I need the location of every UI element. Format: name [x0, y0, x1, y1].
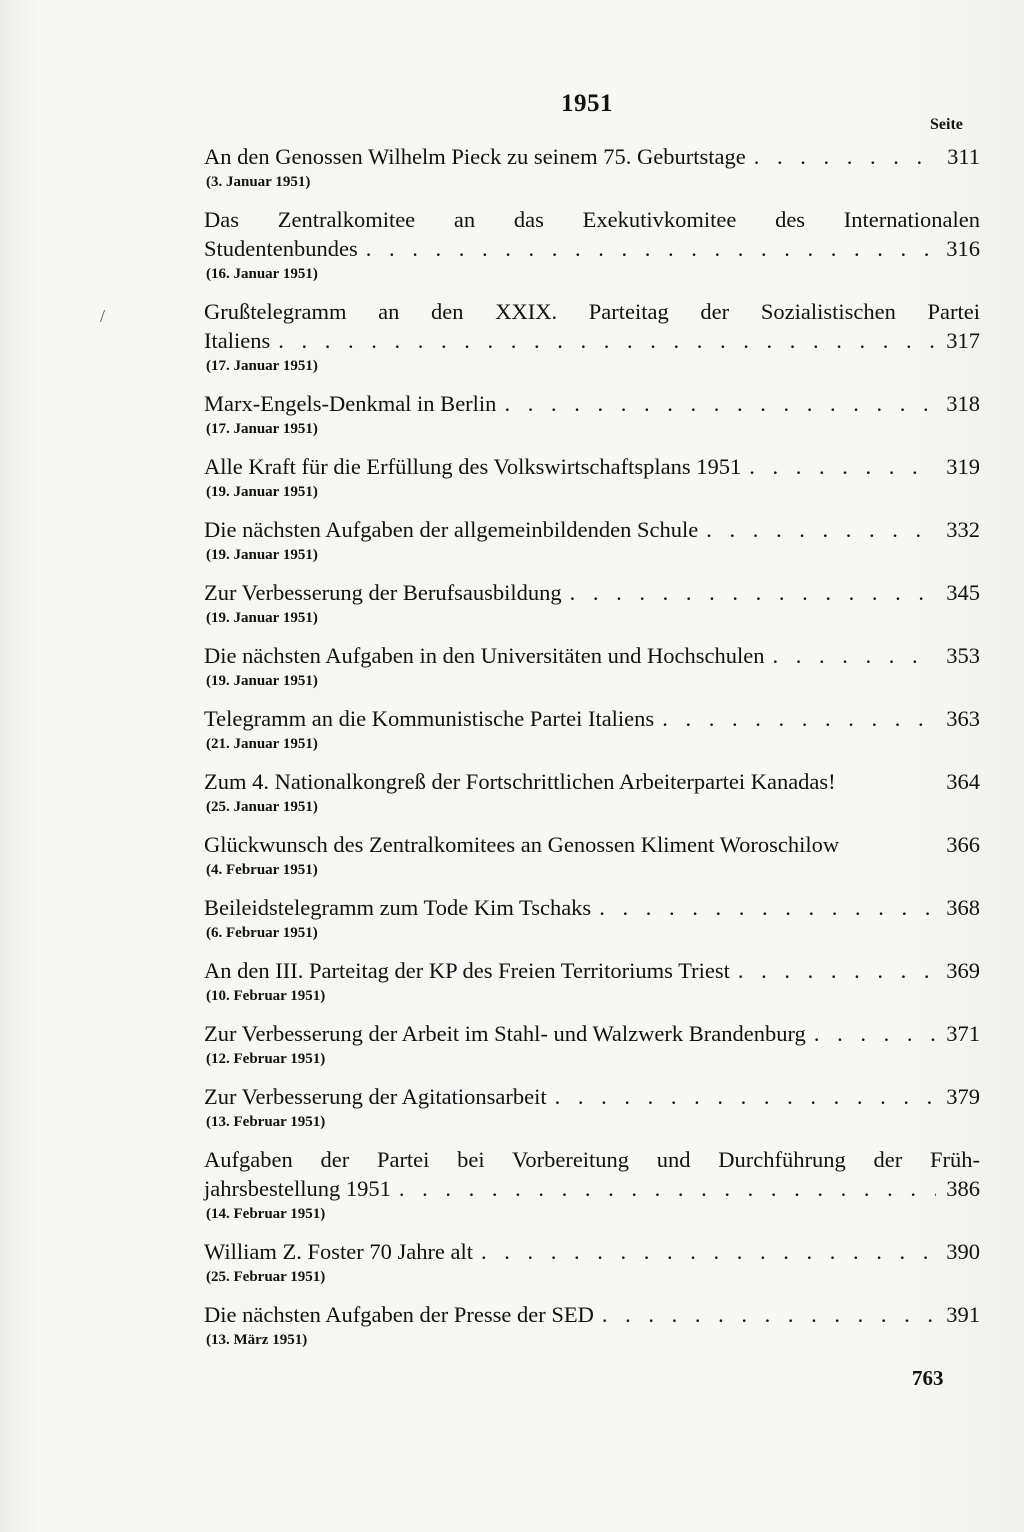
toc-entry-date: (17. Januar 1951): [206, 421, 318, 437]
toc-entry: [204, 1082, 980, 1133]
dot-leader: [366, 234, 936, 263]
toc-entry-page: 379: [946, 1084, 980, 1109]
dot-leader: [555, 1082, 936, 1111]
dot-leader: [754, 142, 936, 171]
toc-entry-date: (19. Januar 1951): [206, 484, 318, 500]
toc-entry: [204, 1145, 980, 1225]
dot-leader: [738, 956, 936, 985]
toc-entry: [204, 767, 980, 818]
toc-entry-title: An den III. Parteitag der KP des Freien Territoriums Triest: [204, 958, 730, 983]
toc-entry-title-row: [204, 578, 980, 607]
toc-entry: [204, 142, 980, 193]
table-of-contents: [204, 142, 980, 1363]
toc-entry: [204, 830, 980, 881]
toc-entry-page: 317: [946, 328, 980, 353]
toc-entry: [204, 1019, 980, 1070]
toc-entry-title-line: Grußtelegramm an den XXIX. Parteitag der Sozialistischen Partei: [204, 299, 980, 324]
toc-entry-title: Die nächsten Aufgaben in den Universitäten und Hochschulen: [204, 643, 765, 668]
toc-entry-title: Die nächsten Aufgaben der allgemeinbildenden Schule: [204, 517, 699, 542]
toc-entry-title: William Z. Foster 70 Jahre alt: [204, 1239, 474, 1264]
dot-leader: [772, 641, 936, 670]
toc-entry-page: 371: [946, 1021, 980, 1046]
toc-entry-title-line: Aufgaben der Partei bei Vorbereitung und Durchführung der Früh-: [204, 1147, 980, 1172]
toc-entry-title: Zur Verbesserung der Arbeit im Stahl- und Walzwerk Brandenburg: [204, 1021, 806, 1046]
toc-entry-date: (12. Februar 1951): [206, 1051, 326, 1067]
toc-entry-title-row: [204, 1300, 980, 1329]
margin-mark: /: [100, 306, 106, 326]
toc-entry-title: Zur Verbesserung der Berufsausbildung: [204, 580, 562, 605]
dot-leader: [749, 452, 936, 481]
toc-entry-title-row: [204, 1019, 980, 1048]
toc-entry: [204, 704, 980, 755]
toc-entry: [204, 893, 980, 944]
toc-entry: [204, 641, 980, 692]
toc-entry: [204, 389, 980, 440]
toc-entry-title-row: [204, 1174, 980, 1203]
toc-entry-title-row: [204, 142, 980, 171]
toc-entry-page: 316: [946, 236, 980, 261]
toc-entry-page: 318: [946, 391, 980, 416]
toc-entry-title-row: [204, 515, 980, 544]
page-number: 763: [912, 1366, 944, 1390]
toc-entry-title-row: [204, 452, 980, 481]
toc-entry-title-row: [204, 389, 980, 418]
toc-entry-page: 319: [946, 454, 980, 479]
toc-entry-title: Studentenbundes: [204, 236, 358, 261]
toc-entry-date: (3. Januar 1951): [206, 174, 311, 190]
toc-entry: [204, 515, 980, 566]
toc-entry: [204, 205, 980, 285]
dot-leader: [706, 515, 936, 544]
toc-entry-title-row: [204, 1082, 980, 1111]
toc-entry: [204, 1300, 980, 1351]
toc-entry-title-row: [204, 704, 980, 733]
toc-entry-title-row: [204, 830, 980, 859]
toc-entry-date: (21. Januar 1951): [206, 736, 318, 752]
dot-leader: [662, 704, 936, 733]
toc-entry-page: 353: [946, 643, 980, 668]
toc-entry-title: Telegramm an die Kommunistische Partei Italiens: [204, 706, 655, 731]
toc-entry-page: 366: [946, 832, 980, 857]
toc-entry-page: 332: [946, 517, 980, 542]
toc-entry-title: Beileidstelegramm zum Tode Kim Tschaks: [204, 895, 592, 920]
toc-entry-title: An den Genossen Wilhelm Pieck zu seinem 75. Geburtstage: [204, 144, 746, 169]
dot-leader: [570, 578, 936, 607]
toc-entry-title-row: [204, 767, 980, 796]
toc-entry-date: (16. Januar 1951): [206, 266, 318, 282]
toc-entry-page: 363: [946, 706, 980, 731]
toc-entry-title: Alle Kraft für die Erfüllung des Volkswirtschaftsplans 1951: [204, 454, 742, 479]
toc-entry-page: 390: [946, 1239, 980, 1264]
toc-entry-date: (4. Februar 1951): [206, 862, 318, 878]
toc-entry-title: jahrsbestellung 1951: [204, 1176, 391, 1201]
toc-entry-title-row: [204, 956, 980, 985]
dot-leader: [599, 893, 936, 922]
toc-entry-title: Marx-Engels-Denkmal in Berlin: [204, 391, 497, 416]
toc-entry-title-line: Das Zentralkomitee an das Exekutivkomitee des Internationalen: [204, 207, 980, 232]
toc-entry: [204, 578, 980, 629]
toc-entry-page: 345: [946, 580, 980, 605]
toc-entry-page: 391: [946, 1302, 980, 1327]
toc-entry: [204, 956, 980, 1007]
dot-leader: [278, 326, 936, 355]
toc-entry-page: 364: [946, 769, 980, 794]
toc-entry-date: (17. Januar 1951): [206, 358, 318, 374]
toc-entry-title-row: [204, 1237, 980, 1266]
dot-leader: [602, 1300, 936, 1329]
toc-entry-title-row: [204, 893, 980, 922]
toc-entry-date: (19. Januar 1951): [206, 610, 318, 626]
toc-entry-date: (6. Februar 1951): [206, 925, 318, 941]
toc-entry-title: Glückwunsch des Zentralkomitees an Genossen Kliment Woroschilow: [204, 832, 840, 857]
toc-entry: [204, 1237, 980, 1288]
dot-leader: [399, 1174, 936, 1203]
dot-leader: [504, 389, 936, 418]
toc-entry-page: 368: [946, 895, 980, 920]
page-column-label: Seite: [930, 116, 963, 133]
toc-entry-title: Zum 4. Nationalkongreß der Fortschrittlichen Arbeiterpartei Kanadas!: [204, 769, 836, 794]
toc-entry-page: 369: [946, 958, 980, 983]
toc-entry: [204, 297, 980, 377]
toc-entry: [204, 452, 980, 503]
toc-entry-date: (25. Januar 1951): [206, 799, 318, 815]
toc-entry-title: Die nächsten Aufgaben der Presse der SED: [204, 1302, 594, 1327]
toc-entry-title-row: [204, 641, 980, 670]
toc-entry-date: (13. Februar 1951): [206, 1114, 326, 1130]
toc-entry-title: Zur Verbesserung der Agitationsarbeit: [204, 1084, 547, 1109]
section-year-heading: 1951: [561, 90, 613, 117]
dot-leader: [481, 1237, 936, 1266]
toc-entry-page: 386: [946, 1176, 980, 1201]
dot-leader: [814, 1019, 936, 1048]
toc-entry-date: (13. März 1951): [206, 1332, 308, 1348]
toc-entry-date: (14. Februar 1951): [206, 1206, 326, 1222]
toc-entry-date: (25. Februar 1951): [206, 1269, 326, 1285]
toc-entry-title: Italiens: [204, 328, 271, 353]
toc-entry-date: (10. Februar 1951): [206, 988, 326, 1004]
toc-entry-page: 311: [947, 144, 980, 169]
toc-entry-title-row: [204, 234, 980, 263]
toc-entry-title-row: [204, 326, 980, 355]
toc-entry-date: (19. Januar 1951): [206, 547, 318, 563]
toc-entry-date: (19. Januar 1951): [206, 673, 318, 689]
